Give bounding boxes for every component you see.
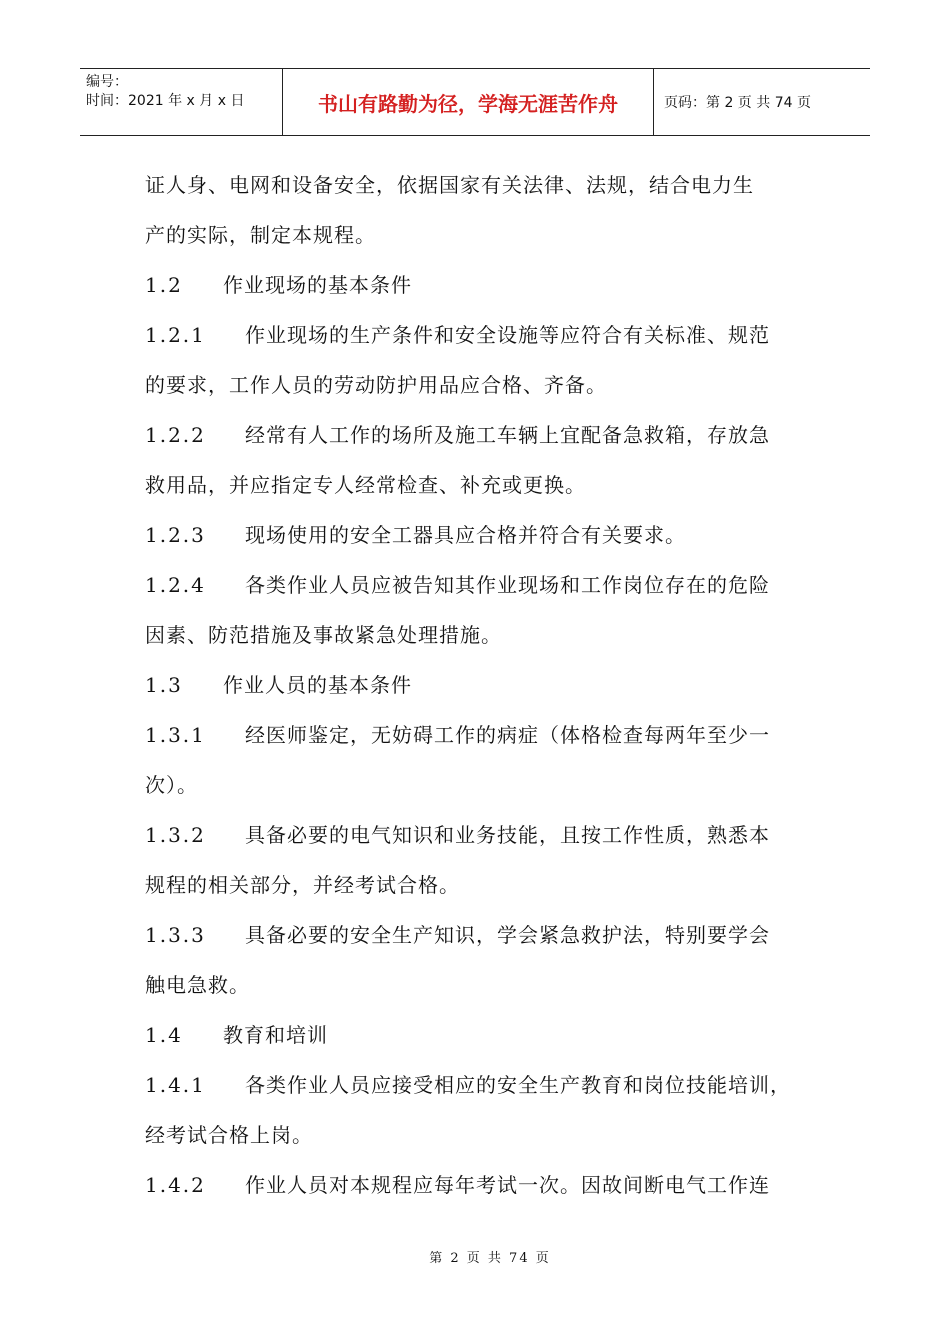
page-header xyxy=(80,68,870,136)
body-line xyxy=(145,860,825,910)
body-line xyxy=(145,410,825,460)
clause-number: 1.3.3 xyxy=(145,923,206,947)
header-meta-cell xyxy=(80,69,283,135)
clause-number: 1.4.1 xyxy=(145,1073,206,1097)
clause-number: 1.2 xyxy=(145,273,183,297)
clause-text: 次）。 xyxy=(145,773,198,797)
date-label: 时间：2021 年 x 月 x 日 xyxy=(86,93,245,109)
clause-number: 1.4 xyxy=(145,1023,183,1047)
clause-number: 1.2.1 xyxy=(145,323,206,347)
clause-number: 1.2.3 xyxy=(145,523,206,547)
clause-text: 作业人员的基本条件 xyxy=(223,673,412,697)
body-line xyxy=(145,210,825,260)
clause-text: 证人身、电网和设备安全，依据国家有关法律、法规，结合电力生 xyxy=(145,173,754,197)
clause-text: 规程的相关部分，并经考试合格。 xyxy=(145,873,460,897)
clause-text: 的要求，工作人员的劳动防护用品应合格、齐备。 xyxy=(145,373,607,397)
clause-text: 经考试合格上岗。 xyxy=(145,1123,313,1147)
clause-text: 产的实际，制定本规程。 xyxy=(145,223,376,247)
clause-text: 作业现场的生产条件和安全设施等应符合有关标准、规范 xyxy=(245,323,770,347)
body-line xyxy=(145,910,825,960)
clause-number: 1.2.2 xyxy=(145,423,206,447)
clause-number: 1.3.2 xyxy=(145,823,206,847)
clause-text: 作业人员对本规程应每年考试一次。因故间断电气工作连 xyxy=(245,1173,770,1197)
body-line xyxy=(145,460,825,510)
page-footer: 第 2 页 共 74 页 xyxy=(429,1251,551,1266)
clause-number: 1.3.1 xyxy=(145,723,206,747)
clause-text: 经常有人工作的场所及施工车辆上宜配备急救箱，存放急 xyxy=(245,423,770,447)
clause-text: 触电急救。 xyxy=(145,973,250,997)
body-line xyxy=(145,360,825,410)
body-line xyxy=(145,510,825,560)
body-line xyxy=(145,560,825,610)
body-line xyxy=(145,260,825,310)
body-line xyxy=(145,1160,825,1210)
header-page-code: 页码：第 2 页 共 74 页 xyxy=(664,95,811,111)
body-line xyxy=(145,660,825,710)
body-line xyxy=(145,1110,825,1160)
body-line xyxy=(145,1060,825,1110)
clause-text: 具备必要的安全生产知识，学会紧急救护法，特别要学会 xyxy=(245,923,770,947)
body-line xyxy=(145,1010,825,1060)
body-line xyxy=(145,760,825,810)
body-line xyxy=(145,610,825,660)
body-line xyxy=(145,710,825,760)
body-line xyxy=(145,810,825,860)
clause-text: 经医师鉴定，无妨碍工作的病症（体格检查每两年至少一 xyxy=(245,723,770,747)
clause-text: 具备必要的电气知识和业务技能，且按工作性质，熟悉本 xyxy=(245,823,770,847)
body-line xyxy=(145,310,825,360)
clause-text: 救用品，并应指定专人经常检查、补充或更换。 xyxy=(145,473,586,497)
clause-number: 1.2.4 xyxy=(145,573,206,597)
clause-text: 现场使用的安全工器具应合格并符合有关要求。 xyxy=(245,523,686,547)
clause-text: 因素、防范措施及事故紧急处理措施。 xyxy=(145,623,502,647)
clause-text: 各类作业人员应接受相应的安全生产教育和岗位技能培训， xyxy=(245,1073,791,1097)
body-line xyxy=(145,160,825,210)
clause-number: 1.3 xyxy=(145,673,183,697)
header-motto: 书山有路勤为径，学海无涯苦作舟 xyxy=(283,69,654,135)
serial-number-label: 编号： xyxy=(86,74,128,90)
clause-number: 1.4.2 xyxy=(145,1173,206,1197)
clause-text: 各类作业人员应被告知其作业现场和工作岗位存在的危险 xyxy=(245,573,770,597)
body-line xyxy=(145,960,825,1010)
clause-text: 作业现场的基本条件 xyxy=(223,273,412,297)
document-body xyxy=(145,160,825,1210)
clause-text: 教育和培训 xyxy=(223,1023,328,1047)
